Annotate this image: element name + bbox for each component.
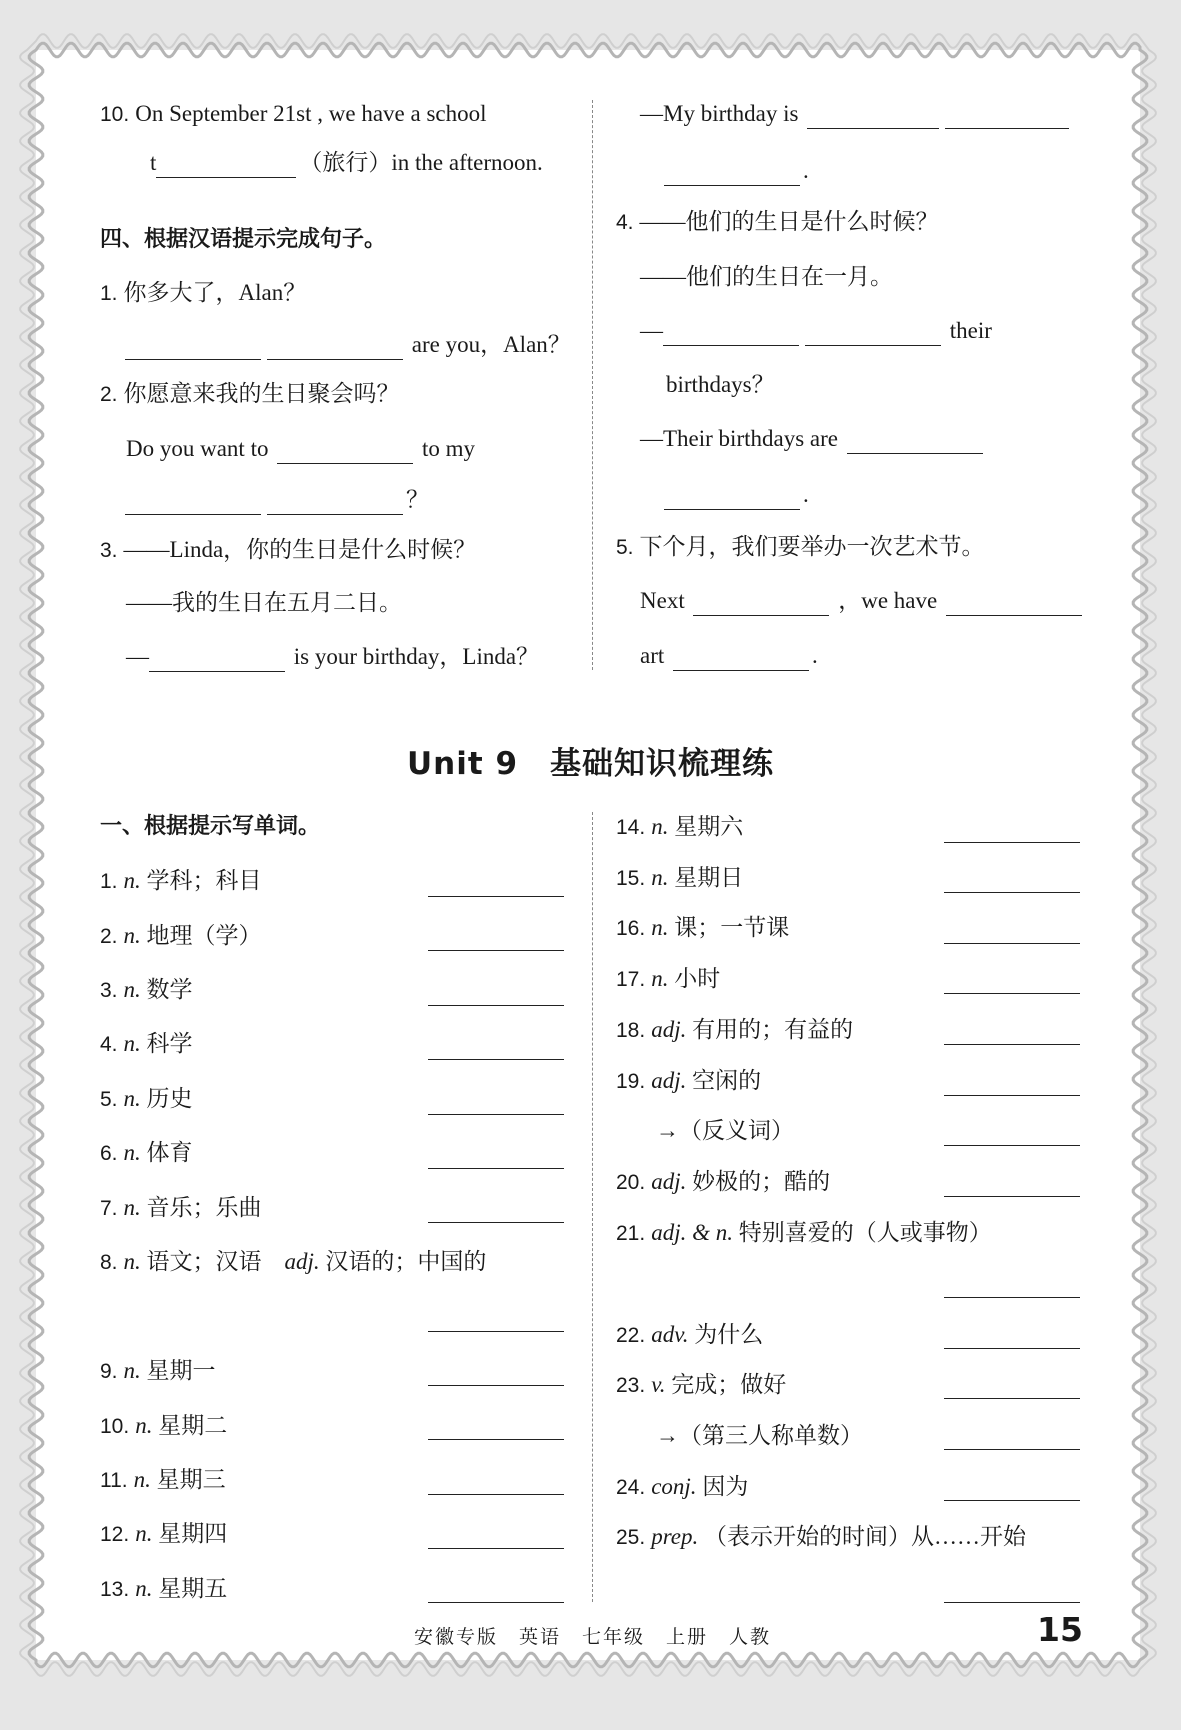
answer-blank[interactable] (428, 1331, 564, 1332)
answer-blank[interactable] (847, 429, 983, 454)
answer-blank[interactable] (944, 943, 1080, 944)
answer-blank[interactable] (693, 591, 829, 616)
answer-blank[interactable] (673, 646, 809, 671)
answer-blank[interactable] (267, 335, 403, 360)
q5-english-2: art . (640, 641, 818, 671)
answer-blank[interactable] (428, 1222, 564, 1223)
answer-blank[interactable] (944, 1196, 1080, 1197)
answer-blank[interactable] (267, 490, 403, 515)
chinese-meaning: 语文；汉语 (146, 1249, 262, 1274)
item-number: 23. (616, 1374, 646, 1397)
answer-blank[interactable] (428, 1602, 564, 1603)
answer-blank[interactable] (149, 647, 285, 672)
part-of-speech: n. (651, 915, 675, 940)
part-of-speech: prep. (651, 1524, 705, 1549)
page-number: 15 (1037, 1610, 1083, 1649)
chinese-meaning: 星期五 (158, 1576, 228, 1601)
answer-blank[interactable] (944, 1348, 1080, 1349)
answer-blank[interactable] (944, 892, 1080, 893)
chinese-meaning: 课；一节课 (674, 915, 790, 940)
answer-blank[interactable] (125, 490, 261, 515)
chinese-meaning: 特别喜爱的（人或事物） (738, 1220, 992, 1245)
item-number: 5. (100, 1088, 118, 1111)
chinese-meaning: 星期二 (158, 1413, 228, 1438)
vocab-item (100, 1193, 262, 1224)
vocab-item (616, 1015, 853, 1046)
chinese-meaning: 星期六 (674, 814, 744, 839)
item-number: 15. (616, 867, 646, 890)
vocab-item (616, 863, 743, 894)
item-number: 7. (100, 1197, 118, 1220)
part-of-speech: n. (123, 868, 147, 893)
chinese-meaning: 地理（学） (146, 923, 262, 948)
q1-chinese: 1. 你多大了，Alan？ (100, 280, 307, 305)
chinese-meaning: →（第三人称单数） (656, 1423, 863, 1448)
vocab-item (616, 1522, 1026, 1553)
vocab-item (100, 1247, 486, 1278)
answer-blank[interactable] (428, 1439, 564, 1440)
answer-blank[interactable] (807, 104, 939, 129)
q4-english-2: birthdays？ (666, 372, 775, 397)
item-number: 9. (100, 1360, 118, 1383)
answer-blank[interactable] (428, 1494, 564, 1495)
part-of-speech: n. (123, 977, 147, 1002)
answer-blank[interactable] (156, 153, 296, 178)
part-of-speech: conj. (651, 1474, 703, 1499)
q4-english-4: . (664, 480, 809, 510)
item-number: 6. (100, 1142, 118, 1165)
answer-blank[interactable] (944, 842, 1080, 843)
chinese-meaning: 因为 (702, 1474, 749, 1499)
column-divider-top (592, 100, 593, 670)
part-of-speech: n. (135, 1576, 159, 1601)
q2-english-1: Do you want to to my (126, 434, 475, 464)
chinese-meaning: 有用的；有益的 (692, 1017, 854, 1042)
chinese-meaning: 小时 (674, 966, 721, 991)
part-of-speech: adj. (261, 1249, 326, 1274)
vocab-item (100, 1519, 227, 1550)
chinese-meaning: 历史 (146, 1086, 193, 1111)
q3-answer-1: —My birthday is (640, 99, 1072, 129)
answer-blank[interactable] (805, 321, 941, 346)
vocab-item (656, 1116, 794, 1146)
answer-blank[interactable] (946, 591, 1082, 616)
vocab-item (616, 812, 743, 843)
q5-english-1: Next ，we have (640, 586, 1085, 616)
vocab-item (100, 1465, 226, 1496)
answer-blank[interactable] (428, 950, 564, 951)
answer-blank[interactable] (944, 1297, 1080, 1298)
answer-blank[interactable] (428, 1114, 564, 1115)
q3-chinese-1: 3. ——Linda，你的生日是什么时候？ (100, 537, 477, 562)
chinese-meaning: 星期四 (158, 1521, 228, 1546)
vocab-item (616, 1472, 748, 1503)
part-of-speech: n. (123, 1249, 147, 1274)
answer-blank[interactable] (944, 1602, 1080, 1603)
vocab-item (100, 1084, 193, 1115)
q3-answer-2: . (664, 156, 809, 186)
part-of-speech: adj. (651, 1068, 693, 1093)
unit-title: Unit 9 基础知识梳理练 (406, 746, 775, 782)
answer-blank[interactable] (428, 1168, 564, 1169)
chinese-meaning: 音乐；乐曲 (146, 1195, 262, 1220)
q4-chinese-2: ——他们的生日在一月。 (640, 264, 893, 289)
section4-title: 四、根据汉语提示完成句子。 (100, 227, 387, 252)
chinese-meaning: 体育 (146, 1140, 193, 1165)
item-number: 22. (616, 1324, 646, 1347)
vocab-item (616, 1218, 992, 1249)
answer-blank[interactable] (664, 161, 800, 186)
item-number: 16. (616, 917, 646, 940)
q1-english: are you，Alan？ (122, 330, 571, 360)
vocab-item (616, 1066, 761, 1097)
item-number: 8. (100, 1251, 118, 1274)
vocab-item (616, 1320, 763, 1351)
vocab-item (100, 866, 262, 897)
answer-blank[interactable] (428, 1059, 564, 1060)
answer-blank[interactable] (944, 1044, 1080, 1045)
item-number: 1. (100, 870, 118, 893)
answer-blank[interactable] (944, 1398, 1080, 1399)
part-of-speech: n. (651, 865, 675, 890)
part-of-speech: n. (123, 1031, 147, 1056)
item-number: 14. (616, 816, 646, 839)
part-of-speech: adj. (651, 1169, 693, 1194)
part-of-speech: n. (135, 1413, 159, 1438)
answer-blank[interactable] (945, 104, 1069, 129)
vocab-item (100, 975, 193, 1006)
part-of-speech: adj. (651, 1017, 693, 1042)
q3-chinese-2: ——我的生日在五月二日。 (126, 590, 402, 615)
answer-blank[interactable] (664, 485, 800, 510)
vocab-item (100, 1411, 227, 1442)
part-of-speech: n. (135, 1521, 159, 1546)
part-of-speech: n. (133, 1467, 157, 1492)
q3-english: — is your birthday，Linda？ (126, 642, 539, 672)
answer-blank[interactable] (428, 896, 564, 897)
answer-blank[interactable] (944, 1449, 1080, 1450)
item-number: 3. (100, 979, 118, 1002)
q10-line1: 10. On September 21st , we have a school (100, 101, 487, 126)
vocab-item (616, 964, 720, 995)
chinese-meaning: 完成；做好 (671, 1372, 787, 1397)
vocab-item (100, 1574, 227, 1605)
item-number: 18. (616, 1019, 646, 1042)
item-number: 25. (616, 1526, 646, 1549)
item-number: 2. (100, 925, 118, 948)
answer-blank[interactable] (428, 1548, 564, 1549)
part-of-speech: n. (123, 1086, 147, 1111)
q5-chinese: 5. 下个月，我们要举办一次艺术节。 (616, 534, 985, 559)
answer-blank[interactable] (428, 1005, 564, 1006)
section1-title: 一、根据提示写单词。 (100, 814, 321, 839)
answer-blank[interactable] (277, 439, 413, 464)
q4-chinese-1: 4. ——他们的生日是什么时候？ (616, 209, 939, 234)
answer-blank[interactable] (428, 1385, 564, 1386)
answer-blank[interactable] (663, 321, 799, 346)
q4-english-1: — their (640, 316, 992, 346)
chinese-meaning: 科学 (146, 1031, 193, 1056)
chinese-meaning: 数学 (146, 977, 193, 1002)
vocab-item (100, 921, 262, 952)
item-number: 10. (100, 1415, 130, 1438)
vocab-item (100, 1138, 193, 1169)
q4-english-3: —Their birthdays are (640, 424, 986, 454)
item-number: 4. (100, 1033, 118, 1056)
part-of-speech: n. (651, 814, 675, 839)
column-divider-bottom (592, 812, 593, 1602)
chinese-meaning: 汉语的；中国的 (325, 1249, 487, 1274)
part-of-speech: n. (123, 1195, 147, 1220)
chinese-meaning: 为什么 (694, 1322, 764, 1347)
chinese-meaning: 星期一 (146, 1358, 216, 1383)
answer-blank[interactable] (944, 1095, 1080, 1096)
q2-english-2: ？ (122, 485, 429, 515)
footer-text: 安徽专版 英语 七年级 上册 人教 (414, 1627, 772, 1648)
vocab-item (100, 1029, 193, 1060)
item-number: 11. (100, 1469, 128, 1492)
q10-line2: t （旅行）in the afternoon. (150, 148, 543, 178)
part-of-speech: v. (651, 1372, 672, 1397)
part-of-speech: n. (123, 1358, 147, 1383)
item-number: 24. (616, 1476, 646, 1499)
part-of-speech: n. (651, 966, 675, 991)
answer-blank[interactable] (944, 993, 1080, 994)
part-of-speech: n. (123, 1140, 147, 1165)
item-number: 20. (616, 1171, 646, 1194)
item-number: 21. (616, 1222, 646, 1245)
item-number: 12. (100, 1523, 130, 1546)
part-of-speech: n. (123, 923, 147, 948)
vocab-item (616, 1370, 786, 1401)
chinese-meaning: 妙极的；酷的 (692, 1169, 831, 1194)
item-number: 13. (100, 1578, 130, 1601)
item-number: 17. (616, 968, 646, 991)
item-number: 19. (616, 1070, 646, 1093)
chinese-meaning: 星期日 (674, 865, 744, 890)
chinese-meaning: （表示开始的时间）从……开始 (704, 1524, 1027, 1549)
vocab-item (616, 913, 789, 944)
chinese-meaning: 星期三 (156, 1467, 226, 1492)
vocab-item (656, 1421, 863, 1451)
q2-chinese: 2. 你愿意来我的生日聚会吗？ (100, 381, 400, 406)
vocab-item (100, 1356, 216, 1387)
vocab-item (616, 1167, 830, 1198)
answer-blank[interactable] (944, 1500, 1080, 1501)
answer-blank[interactable] (125, 335, 261, 360)
answer-blank[interactable] (944, 1145, 1080, 1146)
chinese-meaning: 空闲的 (692, 1068, 762, 1093)
part-of-speech: adv. (651, 1322, 695, 1347)
part-of-speech: adj. & n. (651, 1220, 739, 1245)
chinese-meaning: →（反义词） (656, 1118, 794, 1143)
chinese-meaning: 学科；科目 (146, 868, 262, 893)
